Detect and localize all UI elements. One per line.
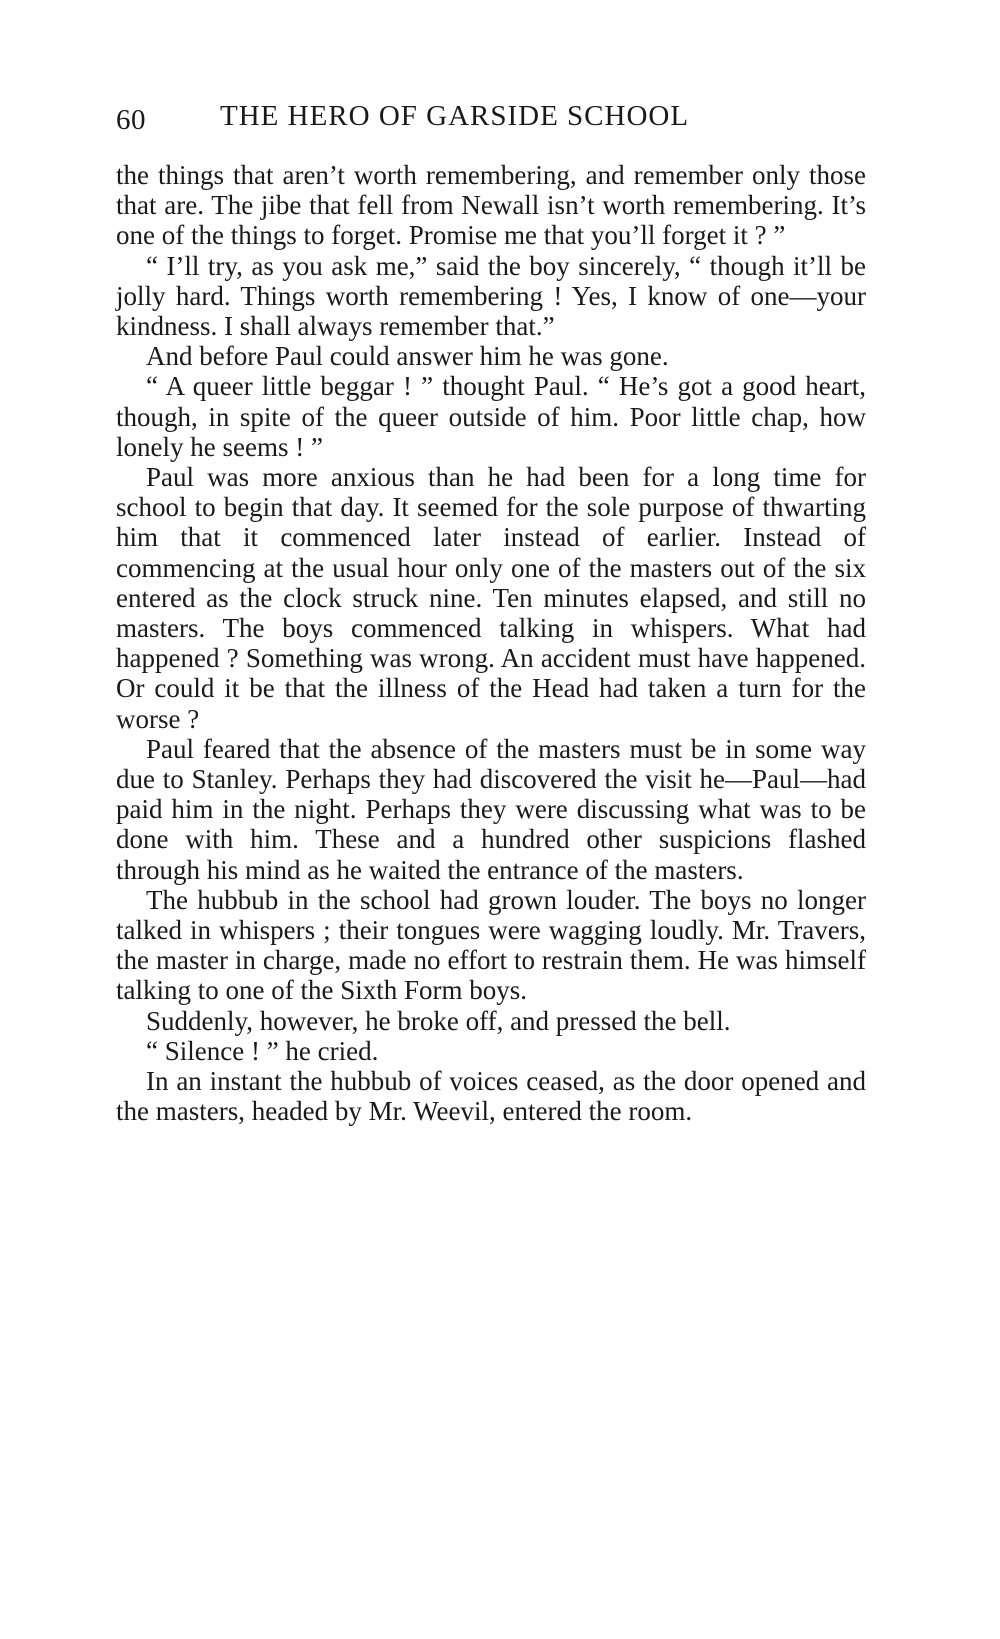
body-text xyxy=(116,160,866,1127)
paragraph: And before Paul could answer him he was gone. xyxy=(146,341,669,372)
paragraph: “ I’ll try, as you ask me,” said the boy sincerely, “ though it’ll be jolly hard. Things worth remembering ! Yes, I know of one—your kindness. I shall always remember that.” xyxy=(116,250,866,342)
paragraph: Suddenly, however, he broke off, and pressed the bell. xyxy=(146,1005,731,1036)
running-title: THE HERO OF GARSIDE SCHOOL xyxy=(220,100,690,132)
paragraph: Paul feared that the absence of the masters must be in some way due to Stanley. Perhaps they had discovered the visit he—Paul—had paid him in the night. Perhaps they were discussing what was to be done with him. These and a hundred other suspicions flashed through his mind as he waited the entrance of the masters. xyxy=(116,733,866,885)
paragraph: “ Silence ! ” he cried. xyxy=(146,1035,379,1066)
paragraph: Paul was more anxious than he had been for a long time for school to begin that day. It seemed for the sole purpose of thwarting him that it commenced later instead of earlier. Instead of commencing at the usual hour only one of the masters out of the six entered as the clock struck nine. Ten minutes elapsed, and still no masters. The boys commenced talking in whispers. What had happened ? Something was wrong. An accident must have happened. Or could it be that the illness of the Head had taken a turn for the worse ? xyxy=(116,462,866,734)
paragraph: “ A queer little beggar ! ” thought Paul. “ He’s got a good heart, though, in spite of the queer outside of him. Poor little chap, how lonely he seems ! ” xyxy=(116,371,866,462)
page-header xyxy=(116,100,876,140)
paragraph: the things that aren’t worth remembering, and remember only those that are. The jibe that fell from Newall isn’t worth remembering. It’s one of the things to forget. Promise me that you’ll forget it ? ” xyxy=(116,160,866,251)
paragraph: The hubbub in the school had grown louder. The boys no longer talked in whispers ; their tongues were wagging loudly. Mr. Travers, the master in charge, made no effort to restrain them. He was himself talking to one of the Sixth Form boys. xyxy=(116,884,866,1006)
page-number: 60 xyxy=(116,104,146,136)
paragraph: In an instant the hubbub of voices ceased, as the door opened and the masters, headed by Mr. Weevil, entered the room. xyxy=(116,1066,866,1127)
